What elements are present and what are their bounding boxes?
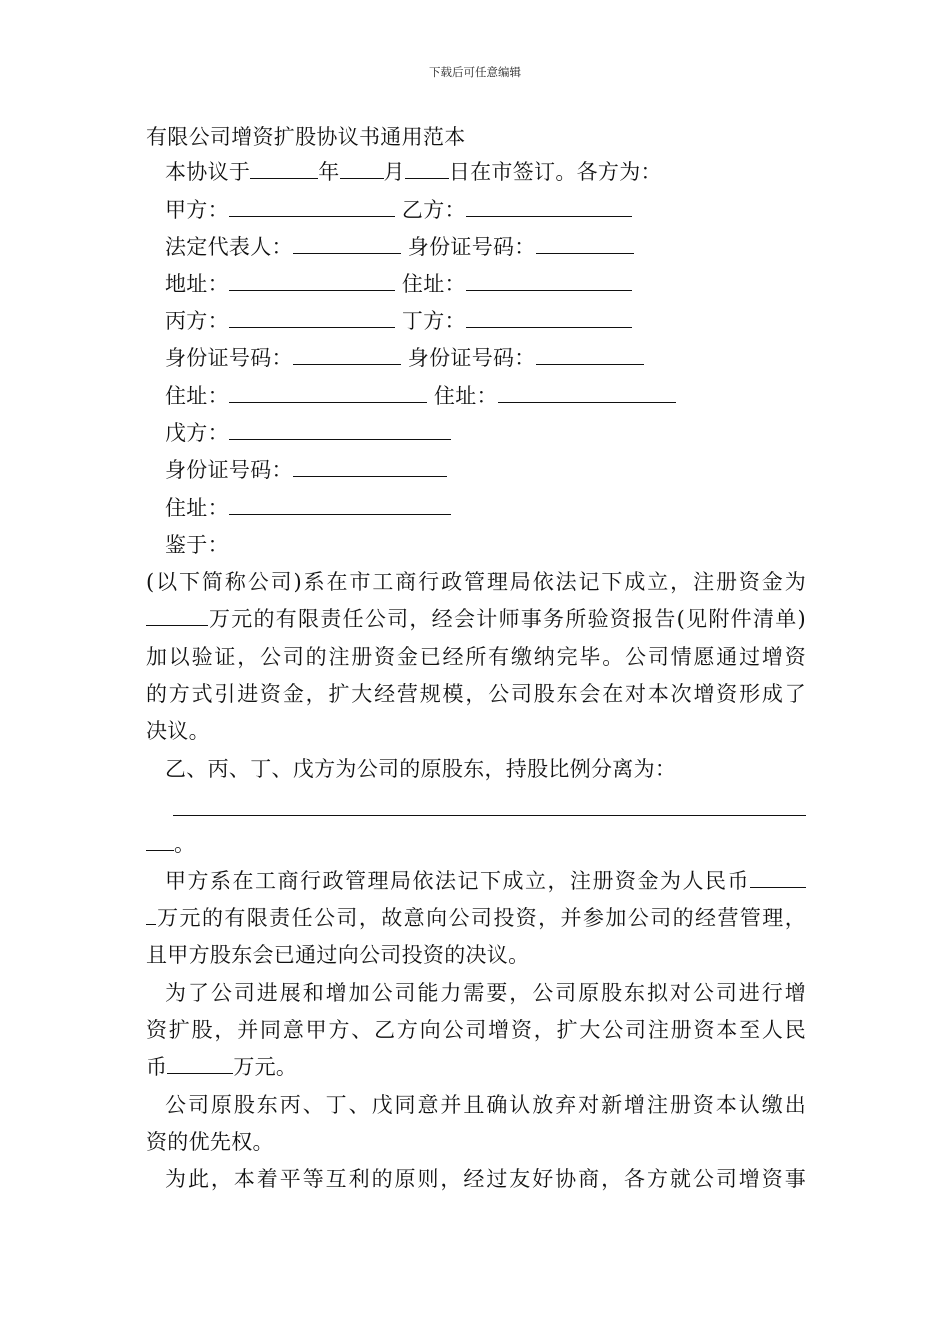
label-residence-ding: 住址： <box>433 384 498 408</box>
label-residence-bing: 住址： <box>165 384 229 408</box>
para1-line3: 加以验证，公司的注册资金已经所有缴纳完毕。公司情愿通过增资 <box>146 645 806 669</box>
party-row-address <box>165 266 632 303</box>
para5-line2: 资的优先权。 <box>146 1130 274 1154</box>
blank-new-capital[interactable] <box>167 1053 233 1074</box>
para4-line2: 资扩股，并同意甲方、乙方向公司增资，扩大公司注册资本至人民 <box>146 1018 806 1042</box>
para1-line2 <box>146 601 806 638</box>
party-row-rep <box>165 229 634 266</box>
para2-end: 。 <box>174 832 196 856</box>
document-title: 有限公司增资扩股协议书通用范本 <box>146 125 466 149</box>
label-yi: 乙方： <box>401 198 466 222</box>
blank-wu[interactable] <box>229 419 451 440</box>
party-row-residence <box>165 378 676 415</box>
blank-idno-ding[interactable] <box>536 344 644 365</box>
intro-line <box>165 154 662 191</box>
intro-text-1: 本协议于 <box>165 160 251 184</box>
blank-jia-capital[interactable] <box>750 867 806 888</box>
blank-rep[interactable] <box>293 233 401 254</box>
blank-residence[interactable] <box>466 270 632 291</box>
para3-line3: 且甲方股东会已通过向公司投资的决议。 <box>146 943 530 967</box>
para4-line1: 为了公司进展和增加公司能力需要，公司原股东拟对公司进行增 <box>165 981 806 1005</box>
label-rep: 法定代表人： <box>165 235 293 259</box>
label-bing: 丙方： <box>165 309 229 333</box>
blank-jia[interactable] <box>229 196 395 217</box>
blank-capital[interactable] <box>146 605 208 626</box>
party-row-wu <box>165 415 451 452</box>
para1-line2-text: 万元的有限责任公司，经会计师事务所验资报告(见附件清单) <box>208 607 806 631</box>
label-idno-ding: 身份证号码： <box>407 346 536 370</box>
intro-text-2: 年 <box>318 160 340 184</box>
intro-text-3: 月 <box>383 160 405 184</box>
para1-line4: 的方式引进资金，扩大经营规模，公司股东会在对本次增资形成了 <box>146 682 806 706</box>
label-idno-bing: 身份证号码： <box>165 346 293 370</box>
label-wu-residence: 住址： <box>165 496 229 520</box>
label-wu-idno: 身份证号码： <box>165 458 293 482</box>
para5-line1: 公司原股东丙、丁、戊同意并且确认放弃对新增注册资本认缴出 <box>165 1093 806 1117</box>
blank-day[interactable] <box>405 158 449 179</box>
label-jia: 甲方： <box>165 198 229 222</box>
blank-month[interactable] <box>340 158 384 179</box>
para3-line1-text: 甲方系在工商行政管理局依法记下成立，注册资金为人民币 <box>165 869 750 893</box>
blank-yi[interactable] <box>466 196 632 217</box>
para2-line1: 乙、丙、丁、戊方为公司的原股东，持股比例分离为： <box>165 757 677 781</box>
party-row-jia-yi <box>165 192 632 229</box>
para1-line5: 决议。 <box>146 719 210 743</box>
blank-wu-idno[interactable] <box>293 456 447 477</box>
blank-addr[interactable] <box>229 270 395 291</box>
blank-wu-residence[interactable] <box>229 494 451 515</box>
label-addr: 地址： <box>165 272 229 296</box>
para3-line2-text: 万元的有限责任公司，故意向公司投资，并参加公司的经营管理， <box>156 906 806 930</box>
party-row-wu-residence <box>165 490 451 527</box>
para4-line3-b: 万元。 <box>233 1055 298 1079</box>
party-row-wu-idno <box>165 452 447 489</box>
whereas-heading: 鉴于： <box>165 533 229 557</box>
intro-text-4: 日在市签订。各方为： <box>448 160 662 184</box>
para2-blank-line <box>173 791 806 828</box>
para3-line1 <box>165 863 806 900</box>
blank-shareholding[interactable] <box>173 795 806 816</box>
blank-jia-capital-cont[interactable] <box>146 904 156 925</box>
para6-line1: 为此，本着平等互利的原则，经过友好协商，各方就公司增资事 <box>165 1167 806 1191</box>
para1-line1: (以下简称公司)系在市工商行政管理局依法记下成立，注册资金为 <box>146 570 806 594</box>
para3-line2 <box>146 900 806 937</box>
para2-line3 <box>146 826 195 863</box>
para4-line3-a: 币 <box>146 1055 168 1079</box>
para4-line3 <box>146 1049 297 1086</box>
blank-ding[interactable] <box>466 307 632 328</box>
blank-shareholding-end[interactable] <box>146 830 174 851</box>
blank-idno[interactable] <box>536 233 634 254</box>
page-header: 下载后可任意编辑 <box>429 65 521 79</box>
blank-year[interactable] <box>250 158 318 179</box>
party-row-bing-ding <box>165 303 632 340</box>
label-residence: 住址： <box>401 272 466 296</box>
blank-residence-ding[interactable] <box>498 382 676 403</box>
label-idno: 身份证号码： <box>407 235 536 259</box>
blank-bing[interactable] <box>229 307 395 328</box>
label-ding: 丁方： <box>401 309 466 333</box>
blank-idno-bing[interactable] <box>293 344 401 365</box>
blank-residence-bing[interactable] <box>229 382 427 403</box>
label-wu: 戊方： <box>165 421 229 445</box>
party-row-idno <box>165 340 644 377</box>
